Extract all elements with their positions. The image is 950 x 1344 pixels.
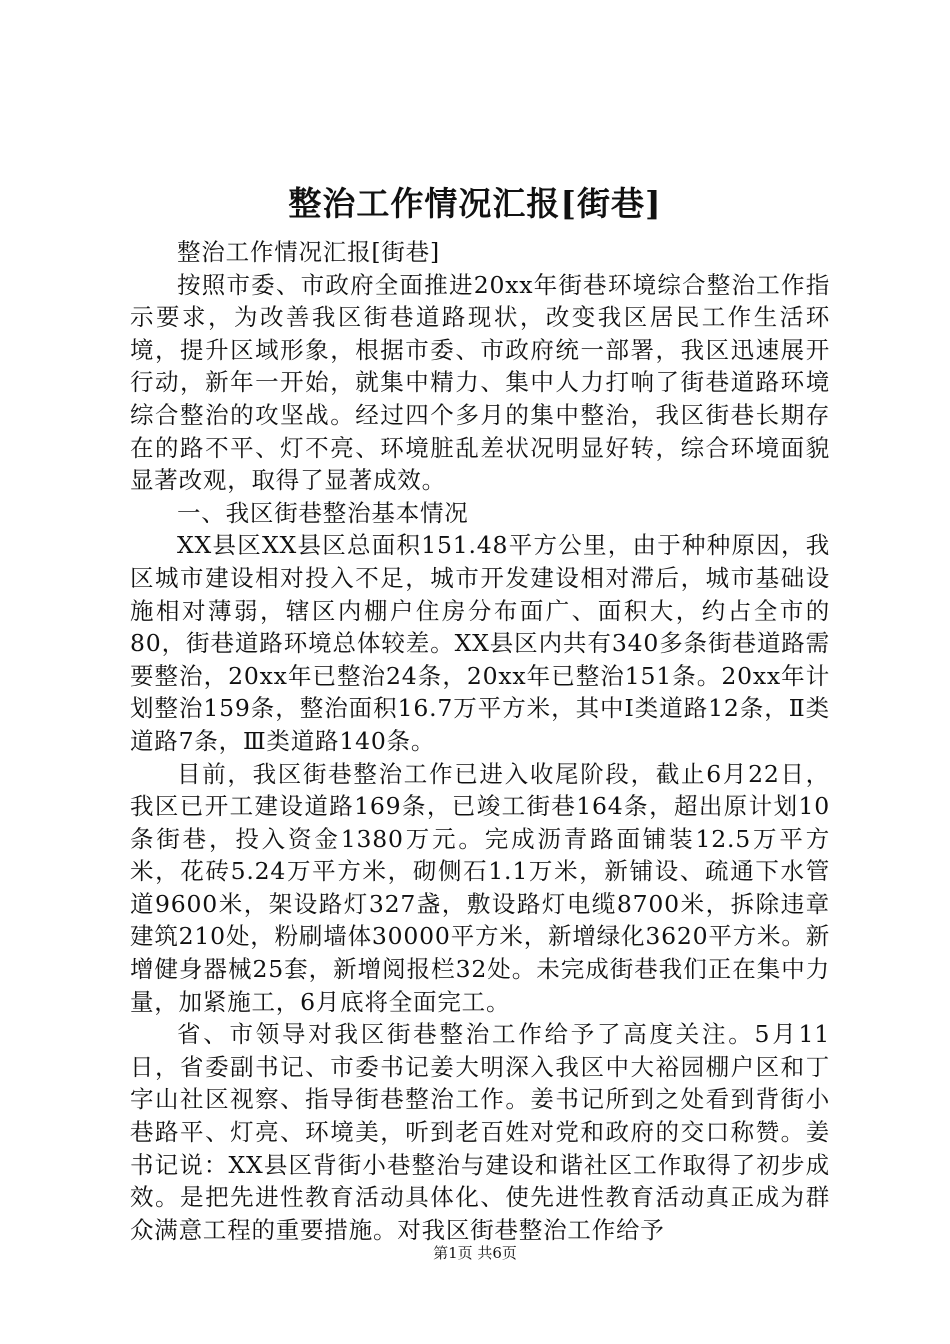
body-paragraph-leadership: 省、市领导对我区街巷整治工作给予了高度关注。5月11日，省委副书记、市委书记姜大明深入我区中大裕园棚户区和丁字山社区视察、指导街巷整治工作。姜书记所到之处看到背街小巷路平、灯亮、环境美，听到老百姓对党和政府的交口称赞。姜书记说：XX县区背街小巷整治与建设和谐社区工作取得了初步成效。是把先进性教育活动具体化、使先进性教育活动真正成为群众满意工程的重要措施。对我区街巷整治工作给予	[130, 1020, 830, 1244]
body-paragraph-intro: 按照市委、市政府全面推进20xx年街巷环境综合整治工作指示要求，为改善我区街巷道路现状，改变我区居民工作生活环境，提升区域形象，根据市委、市政府统一部署，我区迅速展开行动，新年一开始，就集中精力、集中人力打响了街巷道路环境综合整治的攻坚战。经过四个多月的集中整治，我区街巷长期存在的路不平、灯不亮、环境脏乱差状况明显好转，综合环境面貌显著改观，取得了显著成效。	[130, 270, 830, 495]
document-body	[130, 236, 830, 1246]
body-paragraph-subtitle: 整治工作情况汇报[街巷]	[177, 238, 440, 266]
body-paragraph-progress: 目前，我区街巷整治工作已进入收尾阶段，截止6月22日，我区已开工建设道路169条，已竣工街巷164条，超出原计划10条街巷，投入资金1380万元。完成沥青路面铺装12.5万平方米，花砖5.24万平方米，砌侧石1.1万米，新铺设、疏通下水管道9600米，架设路灯327盏，敷设路灯电缆8700米，拆除违章建筑210处，粉刷墙体30000平方米，新增绿化3620平方米。新增健身器械25套，新增阅报栏32处。未完成街巷我们正在集中力量，加紧施工，6月底将全面完工。	[130, 759, 830, 1016]
document-title: 整治工作情况汇报[街巷]	[288, 184, 662, 223]
section-heading-1: 一、我区街巷整治基本情况	[177, 498, 469, 527]
body-paragraph-overview: XX县区XX县区总面积151.48平方公里，由于种种原因，我区城市建设相对投入不足，城市开发建设相对滞后，城市基础设施相对薄弱，辖区内棚户住房分布面广、面积大，约占全市的80，街巷道路环境总体较差。XX县区内共有340多条街巷道路需要整治，20xx年已整治24条，20xx年已整治151条。20xx年计划整治159条，整治面积16.7万平方米，其中Ⅰ类道路12条，Ⅱ类道路7条，Ⅲ类道路140条。	[130, 531, 830, 755]
page-footer: 第1页 共6页	[433, 1244, 517, 1262]
